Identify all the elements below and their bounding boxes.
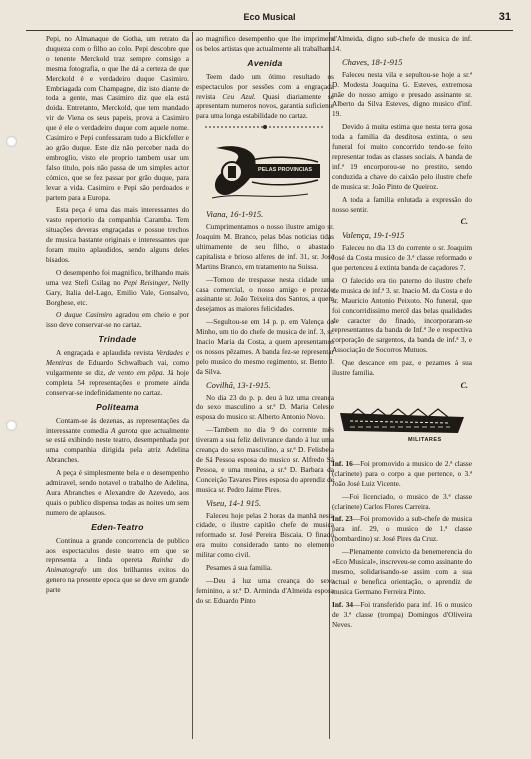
paragraph: Que descance em paz, e pezames á sua ilustre familia. [332, 358, 472, 378]
paragraph: Teem dado um ótimo resultado os espectaculos por sessões com a engraçada revista Ceu Azul. Quasi diariamente se apresentam numeros novos, garantia suficiente para uma longa estabilidade no cartaz. [196, 71, 334, 121]
paragraph: Pepi, no Almanaque de Gotha, um retrato da duqueza com o filho ao colo. Pepi descobre que o tenente Merckold traz sempre comsigo a mesma fotografia, o que lhe dá a certeza de que Merckold é e verdadeiro duque Casimiro. Embriagada com Champagne, diz isto diante de toda a gente, mas Casimiro diz que ela está doida. Entretanto, Merckold, que tem mandado vir de Viena os seus papeis, prova a Casimiro que é ele o verdadeiro duque com aquele nome. Casimiro e Pepi confessaram tudo a Bickfeller e ao grão duque. Este diz não perceber nada do embroglio, visto ele proprio tambem usar um falso titulo, pois não passa de um simples actor cómico, que se fez passar por grão duque, para levar a vida. Casimiro e Pepi são perdoados e partem para a Europa. [46, 34, 189, 202]
column-1 [46, 34, 189, 749]
section-heading-avenida: Avenida [247, 57, 283, 68]
paragraph: —Tomou de trespasse nesta cidade uma casa comercial, o nosso amigo e prezado assinante sr. João Teixeira dos Santos, a quem desejamos as maiores felicidades. [196, 274, 334, 314]
paragraph: —Segultou-se em 14 p. p. em Valença do Minho, um tio do chefe de musica de inf. 3, sr. Inacio Maria da Costa, a quem apresentamos os nossos pêzames. A banda fez-se representar pelo musico do mesmo regimento, sr. Bento J. da Silva. [196, 317, 334, 376]
ornamental-rule [196, 124, 334, 134]
paragraph: Devido á muita estima que nesta terra gosa toda a familia da desditosa extinta, o seu funeral foi muito concorrido tendo-se feito representar todas as classes sociais. A banda de inf.ª 19 encorporou-se no prestito, sendo conduzida a chave do caixão pelo ilustre chefe de musica sr. João Pinto de Queiroz. [332, 122, 472, 191]
section-heading-eden-teatro: Eden-Teatro [91, 521, 144, 532]
dateline: Covilhã, 13-1-915. [206, 379, 271, 390]
paragraph: Inf. 23—Foi promovido a sub-chefe de musica para inf. 29, o musico de 1.ª classe (bombardino) sr. José Pires da Cruz. [332, 514, 472, 544]
dateline: Viana, 16-1-915. [206, 209, 264, 220]
paragraph: Faleceu hoje pelas 2 horas da manhã nesta cidade, o ilustre capitão chefe de musica reformado sr. José Pereira Biscaia. O finado era muito considerado tanto no elemento militar como civil. [196, 510, 334, 560]
paragraph: Inf. 16—Foi promovido a musico de 2.ª classe (clarinete) para o corpo a que pertence, o 3.ª João José Luiz Vicente. [332, 458, 472, 488]
punch-hole [6, 420, 17, 431]
pelas-provincias-emblem [208, 142, 324, 202]
paragraph: O duque Casimiro agradou em cheio e por isso deve conservar-se no cartaz. [46, 310, 189, 330]
column-2 [196, 34, 334, 749]
paragraph: Faleceu no dia 13 do corrente o sr. Joaquim José da Costa musico de 3.ª classe reformado e que pertenceu á extinta banda de caçadores 7. [332, 243, 472, 273]
paragraph: Pesames á sua familia. [206, 563, 273, 573]
paragraph: —Plenamente convicto da benemerencia do «Eco Musical», inscreveu-se como assinante do mesmo, solidarisando-se assim com a sua actual e benefica orientação, o aprendiz de musica Germano Ferreira Pinto. [332, 547, 472, 596]
banner-emblem-icon [338, 403, 466, 447]
paragraph: Esta peça é uma das mais interessantes do vasto repertorio da companhia Caramba. Tem situações deveras engraçadas e possue trechos de musica bastante originais e interessantes que foram muito aplaudidos, sendo alguns deles bisados. [46, 205, 189, 264]
paragraph: —Tambem no dia 9 do corrente mês tiveram a sua feliz delivrance dando á luz uma creança do sexo masculino, a sr.ª D. Felisbela de Sá Pessoa esposa do musico sr. Alfredo Sá Pessoa, e uma menina, a sr.ª D. Barbara da Conceição Tavares Pires esposa do aprendiz de musica sr. Pedro Jaime Pires. [196, 425, 334, 494]
paragraph: Contam-se ás dezenas, as representações da interessante comedia A garota que actualmente se está exibindo neste teatro, desempenhada por uma companhia dirigida pela atriz Adelina Abranches. [46, 415, 189, 465]
dateline: Viseu, 14-1 915. [206, 497, 262, 508]
ornament-icon [205, 124, 325, 130]
dateline: Valença, 19-1-915 [342, 230, 405, 241]
section-heading-trindade: Trindade [98, 334, 137, 345]
emblem-caption: MILITARES [408, 436, 442, 443]
paragraph: No dia 23 do p. p. deu á luz uma creança do sexo masculino a sr.ª D. Maria Celeste esposa do musico sr. Alberto Antonio Novo. [196, 392, 334, 422]
paragraph: Faleceu nesta vila e sepultou-se hoje a sr.ª D. Modesta Joaquina G. Esteves, extremosa mãe do nosso amigo e presado assinante sr. Alberto da Silva Esteves, digno musico d'inf. 19. [332, 69, 472, 119]
page-header [26, 6, 513, 31]
column-divider [192, 32, 193, 739]
dateline: Chaves, 18-1-915 [342, 56, 403, 67]
paragraph: —Foi licenciado, o musico de 3.ª classe (clarinete) Carlos Flores Carreira. [332, 491, 472, 511]
paragraph: Inf. 34—Foi transferido para inf. 16 o musico de 3.ª classe (trompa) Domingos d'Oliveira Neves. [332, 599, 472, 629]
page-number: 31 [498, 11, 511, 23]
paragraph: —Deu á luz uma creança do sexo feminino, a sr.ª D. Arminda d'Almeida esposa do sr. Eduardo Pinto [196, 575, 334, 605]
signature: C. [460, 381, 468, 390]
paragraph: A engraçada e aplaudida revista Verdades e Mentiras de Eduardo Schwalbach vai, como vulgarmente se diz, de vento em pôpa. Já hoje completa 54 representações e promete ainda conservar-se indefinidamente no cartaz. [46, 348, 189, 397]
paragraph: O desempenho foi magnifico, brilhando mais uma vez Stefi Csilag no Pepi Reisinger, Nelly Gary, Italia del-Lago, Emilio Vale, Gonsalvo, Borghese, etc. [46, 267, 189, 307]
section-heading-politeama: Politeama [96, 401, 139, 412]
movimento-militares-emblem [338, 403, 466, 447]
publication-title: Eco Musical [243, 12, 296, 22]
column-3 [332, 34, 472, 749]
paragraph: ao magnifico desempenho que lhe imprimem os belos artistas que actualmente ali trabalham. [196, 34, 334, 53]
emblem-caption: PELAS PROVINCIAS [257, 167, 313, 174]
paragraph: Continua a grande concorrencia de publico aos espectaculos deste teatro em que se representa a linda opereta Rainha do Animatografo um dos brilhantes exitos do genero na presente epoca que se deve em grande parte [46, 535, 189, 595]
paragraph: Cumprimentamos o nosso ilustre amigo sr. Joaquim M. Branco, pelas bôas noticias tidas ultimamente de seu filho, o abastado capitalista e brioso alferes de inf. 31, sr. José Martins Branco, em tratamento na Suissa. [196, 222, 334, 271]
paragraph: O falecido era tio paterno do ilustre chefe de musica de inf.ª 3. sr. Inacio M. da Costa e do sr. Mauricio Antonio Peixoto. No funeral, que foi concorridissimo mercê das belas qualidades de caracter do finado, incorporaram-se representantes da banda de Inf.ª 3e e respectiva corporação de sargentos, da banda de inf.ª 3, e Associação de Socorros Mutuos. [332, 275, 472, 355]
signature: C. [460, 217, 468, 227]
paragraph: d'Almeida, digno sub-chefe de musica de inf. 14. [332, 34, 472, 53]
paragraph: A toda a familia enlutada a expressão do nosso sentir. [332, 194, 472, 214]
paragraph: A peça é simplesmente bela e o desempenho admiravel, sendo notavel o trabalho de Adelina, Aura Abranches e Alexandre de Azevedo, aos quais o publico dispensa todas as noites um sem numero de aplausos. [46, 468, 189, 517]
punch-hole [6, 136, 17, 147]
